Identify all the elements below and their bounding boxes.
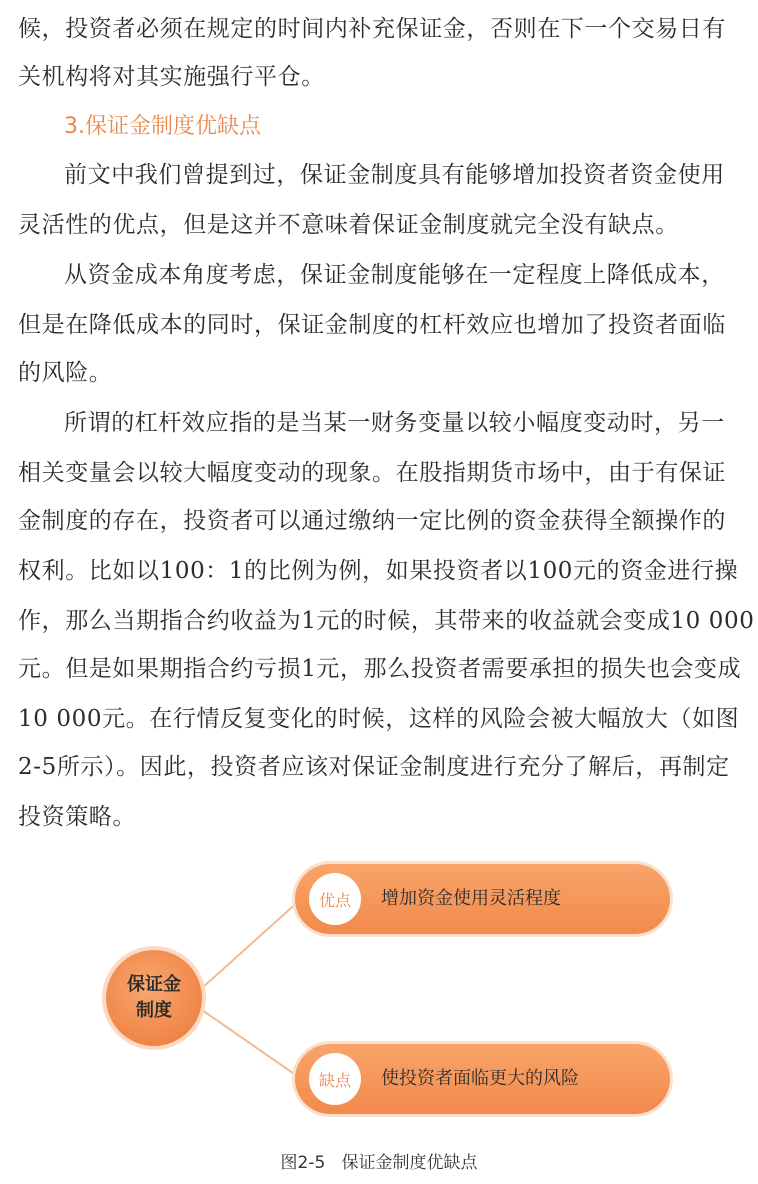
text-line: 相关变量会以较大幅度变动的现象。在股指期货市场中，由于有保证	[18, 460, 726, 486]
text-line: 投资策略。	[18, 804, 136, 830]
pros-node	[295, 864, 670, 934]
text-line: 但是在降低成本的同时，保证金制度的杠杆效应也增加了投资者面临	[18, 312, 726, 338]
text-line: 所谓的杠杆效应指的是当某一财务变量以较小幅度变动时，另一	[64, 410, 725, 436]
text-line: 关机构将对其实施强行平仓。	[18, 64, 325, 90]
text-line: 前文中我们曾提到过，保证金制度具有能够增加投资者资金使用	[64, 162, 725, 188]
cons-text: 使投资者面临更大的风险	[381, 1068, 579, 1089]
center-node-line2: 制度	[136, 1000, 172, 1021]
text-line: 从资金成本角度考虑，保证金制度能够在一定程度上降低成本，	[64, 262, 725, 288]
section-heading: 3.保证金制度优缺点	[64, 114, 261, 139]
connector-to-cons	[202, 1010, 300, 1078]
pros-badge: 优点	[309, 873, 361, 925]
center-node-line1: 保证金	[127, 974, 181, 995]
pros-text: 增加资金使用灵活程度	[381, 888, 561, 909]
text-line: 金制度的存在，投资者可以通过缴纳一定比例的资金获得全额操作的	[18, 508, 726, 534]
cons-node	[295, 1044, 670, 1114]
text-line: 的风险。	[18, 360, 113, 386]
text-line: 2-5所示）。因此，投资者应该对保证金制度进行充分了解后，再制定	[18, 754, 730, 780]
cons-badge: 缺点	[309, 1053, 361, 1105]
text-line: 作，那么当期指合约收益为1元的时候，其带来的收益就会变成10 000	[18, 608, 755, 634]
center-node	[106, 950, 202, 1046]
pros-cons-diagram	[0, 850, 758, 1130]
text-line: 权利。比如以100：1的比例为例，如果投资者以100元的资金进行操	[18, 558, 739, 584]
text-line: 元。但是如果期指合约亏损1元，那么投资者需要承担的损失也会变成	[18, 656, 742, 682]
text-line: 候，投资者必须在规定的时间内补充保证金，否则在下一个交易日有	[18, 16, 726, 42]
text-line: 10 000元。在行情反复变化的时候，这样的风险会被大幅放大（如图	[18, 706, 740, 732]
connector-to-pros	[202, 900, 300, 988]
figure-caption: 图2-5 保证金制度优缺点	[280, 1153, 478, 1173]
text-line: 灵活性的优点，但是这并不意味着保证金制度就完全没有缺点。	[18, 212, 679, 238]
